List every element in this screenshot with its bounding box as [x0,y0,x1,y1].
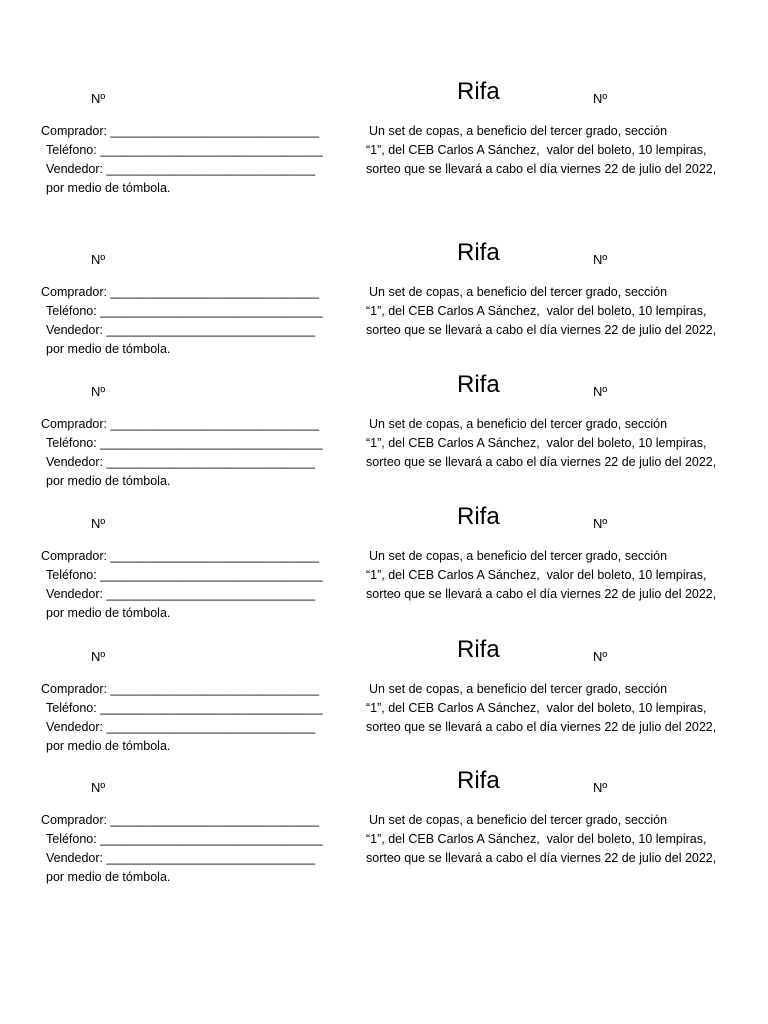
raffle-ticket-1 [0,78,768,211]
ticket-title: Rifa [457,767,500,794]
phone-field: Teléfono: ________________________________ [46,701,323,715]
ticket-number-left: Nº [91,516,106,531]
draw-method-text: por medio de tómbola. [46,342,171,356]
description-line-3: sorteo que se llevará a cabo el día viernes 22 de julio del 2022, [366,720,717,734]
description-line-3: sorteo que se llevará a cabo el día viernes 22 de julio del 2022, [366,323,717,337]
ticket-number-right: Nº [593,516,608,531]
description-line-1: Un set de copas, a beneficio del tercer grado, sección [369,285,668,299]
phone-field: Teléfono: ________________________________ [46,143,323,157]
description-line-1: Un set de copas, a beneficio del tercer grado, sección [369,813,668,827]
raffle-ticket-4 [0,503,768,636]
ticket-number-left: Nº [91,649,106,664]
draw-method-text: por medio de tómbola. [46,181,171,195]
draw-method-text: por medio de tómbola. [46,739,171,753]
ticket-number-left: Nº [91,384,106,399]
ticket-number-right: Nº [593,780,608,795]
seller-field: Vendedor: ______________________________ [46,720,316,734]
description-line-2: “1”, del CEB Carlos A Sánchez, valor del boleto, 10 lempiras, [366,701,707,715]
ticket-title: Rifa [457,371,500,398]
description-line-1: Un set de copas, a beneficio del tercer grado, sección [369,124,668,138]
buyer-field: Comprador: ______________________________ [41,417,320,431]
buyer-field: Comprador: ______________________________ [41,682,320,696]
ticket-number-left: Nº [91,91,106,106]
ticket-title: Rifa [457,503,500,530]
ticket-number-right: Nº [593,649,608,664]
seller-field: Vendedor: ______________________________ [46,162,316,176]
seller-field: Vendedor: ______________________________ [46,455,316,469]
description-line-3: sorteo que se llevará a cabo el día viernes 22 de julio del 2022, [366,851,717,865]
draw-method-text: por medio de tómbola. [46,606,171,620]
description-line-2: “1”, del CEB Carlos A Sánchez, valor del boleto, 10 lempiras, [366,436,707,450]
description-line-1: Un set de copas, a beneficio del tercer grado, sección [369,549,668,563]
ticket-number-right: Nº [593,91,608,106]
phone-field: Teléfono: ________________________________ [46,436,323,450]
description-line-2: “1”, del CEB Carlos A Sánchez, valor del boleto, 10 lempiras, [366,143,707,157]
description-line-3: sorteo que se llevará a cabo el día viernes 22 de julio del 2022, [366,162,717,176]
raffle-ticket-3 [0,371,768,504]
raffle-ticket-2 [0,239,768,372]
buyer-field: Comprador: ______________________________ [41,813,320,827]
description-line-1: Un set de copas, a beneficio del tercer grado, sección [369,417,668,431]
seller-field: Vendedor: ______________________________ [46,587,316,601]
buyer-field: Comprador: ______________________________ [41,549,320,563]
description-line-3: sorteo que se llevará a cabo el día viernes 22 de julio del 2022, [366,455,717,469]
phone-field: Teléfono: ________________________________ [46,304,323,318]
seller-field: Vendedor: ______________________________ [46,323,316,337]
description-line-2: “1”, del CEB Carlos A Sánchez, valor del boleto, 10 lempiras, [366,568,707,582]
ticket-number-left: Nº [91,252,106,267]
seller-field: Vendedor: ______________________________ [46,851,316,865]
draw-method-text: por medio de tómbola. [46,474,171,488]
ticket-title: Rifa [457,78,500,105]
description-line-2: “1”, del CEB Carlos A Sánchez, valor del boleto, 10 lempiras, [366,832,707,846]
buyer-field: Comprador: ______________________________ [41,124,320,138]
ticket-number-right: Nº [593,384,608,399]
phone-field: Teléfono: ________________________________ [46,568,323,582]
ticket-number-left: Nº [91,780,106,795]
description-line-1: Un set de copas, a beneficio del tercer grado, sección [369,682,668,696]
phone-field: Teléfono: ________________________________ [46,832,323,846]
description-line-2: “1”, del CEB Carlos A Sánchez, valor del boleto, 10 lempiras, [366,304,707,318]
raffle-ticket-5 [0,636,768,769]
ticket-title: Rifa [457,239,500,266]
ticket-number-right: Nº [593,252,608,267]
raffle-ticket-6 [0,767,768,900]
ticket-title: Rifa [457,636,500,663]
buyer-field: Comprador: ______________________________ [41,285,320,299]
draw-method-text: por medio de tómbola. [46,870,171,884]
description-line-3: sorteo que se llevará a cabo el día viernes 22 de julio del 2022, [366,587,717,601]
